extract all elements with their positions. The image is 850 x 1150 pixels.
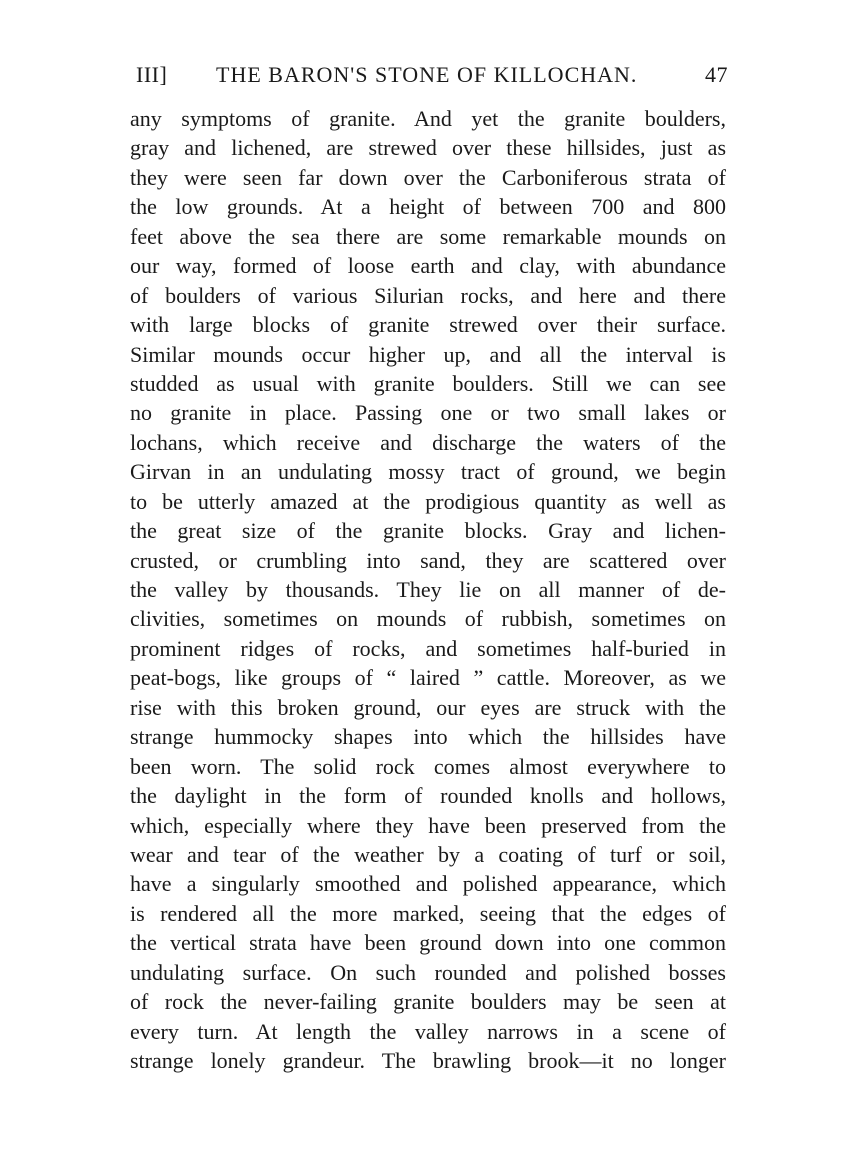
chapter-number: III] (136, 62, 168, 87)
text-line: every turn. At length the valley narrows in a scene of (130, 1018, 726, 1044)
text-line: Girvan in an undulating mossy tract of ground, we begin (130, 459, 726, 485)
page-number: 47 (705, 62, 728, 87)
text-line: prominent ridges of rocks, and sometimes half-buried in (130, 635, 726, 661)
text-line: lochans, which receive and discharge the waters of the (130, 429, 726, 455)
text-line: they were seen far down over the Carboniferous strata of (130, 164, 726, 190)
text-line: wear and tear of the weather by a coating of turf or soil, (130, 841, 726, 867)
text-line: of rock the never-failing granite boulders may be seen at (130, 989, 726, 1015)
text-line: the daylight in the form of rounded knolls and hollows, (130, 783, 726, 809)
text-line: been worn. The solid rock comes almost everywhere to (130, 753, 726, 779)
text-line: of boulders of various Silurian rocks, and here and there (130, 282, 726, 308)
text-line: no granite in place. Passing one or two small lakes or (130, 400, 726, 426)
text-line: the valley by thousands. They lie on all manner of de- (130, 577, 726, 602)
text-line: strange lonely grandeur. The brawling brook—it no longer (130, 1048, 726, 1073)
text-line: feet above the sea there are some remarkable mounds on (130, 223, 726, 249)
text-line: undulating surface. On such rounded and polished bosses (130, 959, 726, 985)
text-line: the vertical strata have been ground down into one common (130, 930, 726, 956)
text-line: studded as usual with granite boulders. Still we can see (130, 370, 726, 396)
text-line: strange hummocky shapes into which the hillsides have (130, 724, 726, 750)
text-line: rise with this broken ground, our eyes are struck with the (130, 694, 726, 720)
text-line: to be utterly amazed at the prodigious quantity as well as (130, 488, 726, 514)
text-line: our way, formed of loose earth and clay, with abundance (130, 253, 726, 279)
text-line: is rendered all the more marked, seeing that the edges of (130, 900, 726, 926)
running-head (128, 62, 728, 92)
text-line: have a singularly smoothed and polished appearance, which (130, 871, 726, 897)
text-line: gray and lichened, are strewed over these hillsides, just as (130, 135, 726, 161)
text-line: which, especially where they have been preserved from the (130, 812, 726, 838)
text-line: clivities, sometimes on mounds of rubbish, sometimes on (130, 606, 726, 632)
text-line: peat-bogs, like groups of “ laired ” cattle. Moreover, as we (130, 665, 726, 691)
text-line: the great size of the granite blocks. Gray and lichen- (130, 518, 726, 544)
body-text (130, 104, 726, 1075)
text-line: any symptoms of granite. And yet the granite boulders, (130, 106, 726, 131)
text-line: the low grounds. At a height of between 700 and 800 (130, 194, 726, 220)
running-title: THE BARON'S STONE OF KILLOCHAN. (216, 62, 638, 87)
text-line: Similar mounds occur higher up, and all the interval is (130, 341, 726, 367)
text-line: with large blocks of granite strewed over their surface. (130, 312, 726, 338)
text-line: crusted, or crumbling into sand, they are scattered over (130, 547, 726, 573)
